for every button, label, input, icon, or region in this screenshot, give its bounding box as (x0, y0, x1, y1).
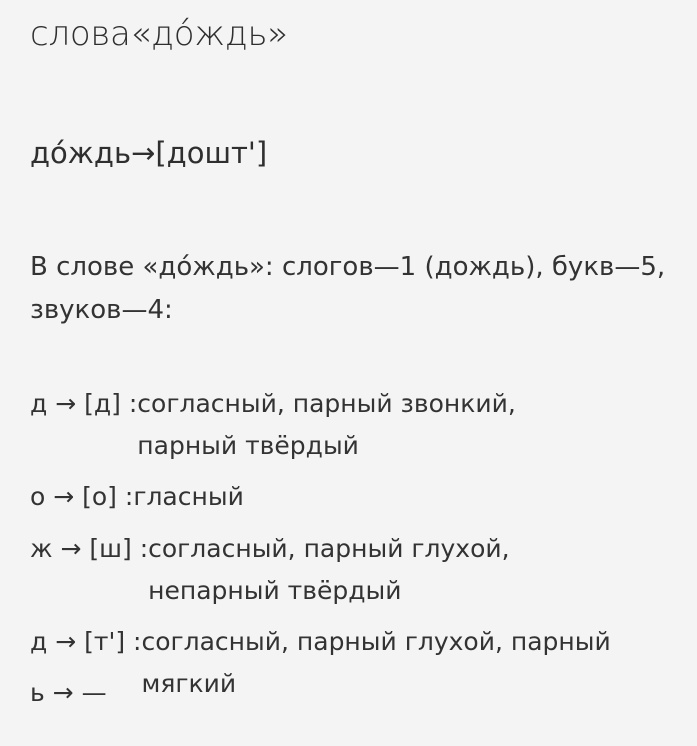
letter-sound-mapping: ь → — (30, 678, 107, 707)
list-item (30, 672, 107, 714)
word-transcription: до́ждь→[дошт'] (30, 136, 268, 170)
list-item (30, 621, 697, 705)
letter-sound-mapping: д → [т'] : (30, 627, 142, 656)
list-item (30, 528, 628, 612)
word-summary: В слове «до́ждь»: слогов—1 (дождь), букв—5, звуков—4: (30, 252, 666, 325)
sound-description: согласный, парный звонкий, парный твёрдый (137, 389, 516, 460)
letter-sound-mapping: о → [о] : (30, 482, 134, 511)
sound-description: согласный, парный глухой, непарный твёрдый (148, 534, 510, 605)
list-item (30, 383, 607, 467)
letter-sound-mapping: ж → [ш] : (30, 534, 149, 563)
page-heading: слова«до́ждь» (30, 14, 288, 54)
letter-sound-mapping: д → [д] : (30, 389, 138, 418)
sound-description: гласный (133, 482, 244, 511)
list-item (30, 476, 244, 518)
sound-description: согласный, парный глухой, парный мягкий (141, 627, 611, 698)
